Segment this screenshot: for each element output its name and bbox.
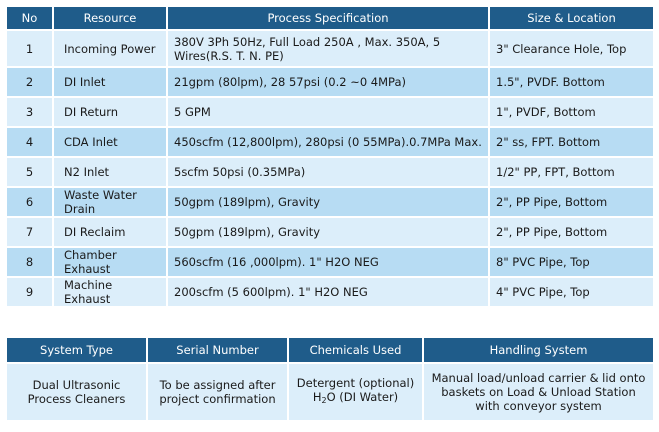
size-location-cell: 4" PVC Pipe, Top [490,278,655,308]
chemicals-subscript: 2 [321,396,327,405]
header-serial-number: Serial Number [148,338,289,364]
system-header-row [7,338,655,364]
table-row [7,188,655,218]
row-number-cell: 1 [7,31,54,68]
header-process-specification: Process Specification [168,7,490,31]
table-row [7,98,655,128]
handling-system-cell: Manual load/unload carrier & lid onto baskets on Load & Unload Station with conveyor system [424,364,655,422]
row-number-cell: 9 [7,278,54,308]
chemicals-h: H [312,390,322,404]
chemicals-used-cell [289,364,424,422]
resource-cell: CDA Inlet [54,128,168,158]
table-row [7,278,655,308]
table-row [7,31,655,68]
size-location-cell: 3" Clearance Hole, Top [490,31,655,68]
process-spec-cell: 450scfm (12,800lpm), 280psi (0 55MPa).0.7MPa Max. [168,128,490,158]
resource-cell: Incoming Power [54,31,168,68]
size-location-cell: 1/2" PP, FPT, Bottom [490,158,655,188]
process-spec-cell: 200scfm (5 600lpm). 1" H2O NEG [168,278,490,308]
system-type-cell: Dual Ultrasonic Process Cleaners [7,364,148,422]
header-no: No [7,7,54,31]
resource-cell: DI Reclaim [54,218,168,248]
table-row [7,218,655,248]
size-location-cell: 2", PP Pipe, Bottom [490,188,655,218]
process-spec-cell: 50gpm (189lpm), Gravity [168,188,490,218]
header-handling-system: Handling System [424,338,655,364]
resource-cell: Machine Exhaust [54,278,168,308]
header-system-type: System Type [7,338,148,364]
resource-cell: Waste Water Drain [54,188,168,218]
process-spec-cell: 5scfm 50psi (0.35MPa) [168,158,490,188]
row-number-cell: 3 [7,98,54,128]
size-location-cell: 2", PP Pipe, Bottom [490,218,655,248]
header-size-location: Size & Location [490,7,655,31]
row-number-cell: 6 [7,188,54,218]
size-location-cell: 2" ss, FPT. Bottom [490,128,655,158]
process-spec-cell: 380V 3Ph 50Hz, Full Load 250A , Max. 350A, 5 Wires(R.S. T. N. PE) [168,31,490,68]
row-number-cell: 5 [7,158,54,188]
header-resource: Resource [54,7,168,31]
system-row [7,364,655,422]
spec-header-row [7,7,655,31]
process-spec-cell: 5 GPM [168,98,490,128]
size-location-cell: 1.5", PVDF. Bottom [490,68,655,98]
facility-spec-table [7,7,655,308]
serial-number-cell: To be assigned after project confirmation [148,364,289,422]
resource-cell: DI Inlet [54,68,168,98]
resource-cell: Chamber Exhaust [54,248,168,278]
process-spec-cell: 21gpm (80lpm), 28 57psi (0.2 ~0 4MPa) [168,68,490,98]
row-number-cell: 2 [7,68,54,98]
row-number-cell: 4 [7,128,54,158]
spec-table-body [7,31,655,308]
resource-cell: DI Return [54,98,168,128]
table-row [7,248,655,278]
process-spec-cell: 560scfm (16 ,000lpm). 1" H2O NEG [168,248,490,278]
process-spec-cell: 50gpm (189lpm), Gravity [168,218,490,248]
table-row [7,158,655,188]
table-row [7,128,655,158]
row-number-cell: 8 [7,248,54,278]
system-info-table [7,338,655,422]
header-chemicals-used: Chemicals Used [289,338,424,364]
size-location-cell: 1", PVDF, Bottom [490,98,655,128]
chemicals-rest: O (DI Water) [326,390,399,404]
table-row [7,68,655,98]
chemicals-line1: Detergent (optional) [296,376,415,390]
row-number-cell: 7 [7,218,54,248]
size-location-cell: 8" PVC Pipe, Top [490,248,655,278]
resource-cell: N2 Inlet [54,158,168,188]
